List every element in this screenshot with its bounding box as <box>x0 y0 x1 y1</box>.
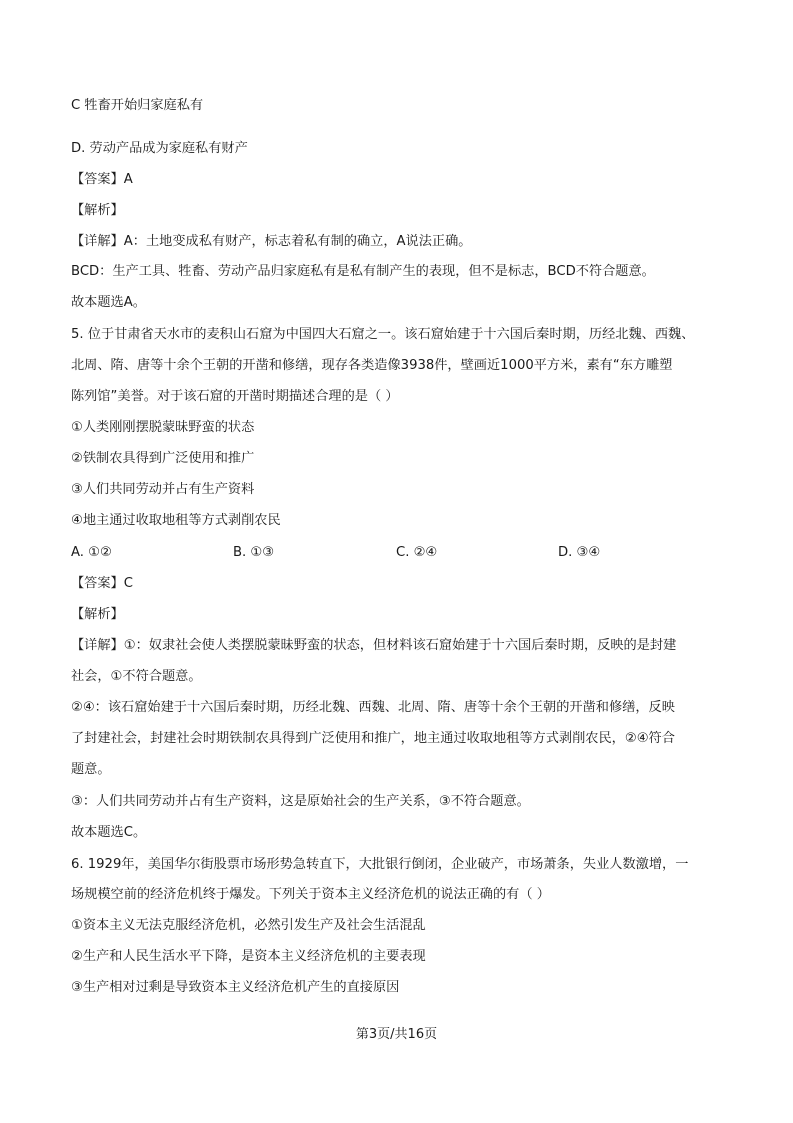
explanation-text: 社会，①不符合题意。 <box>71 669 202 684</box>
option-b: B. ①③ <box>233 545 275 560</box>
option-c: C. ②④ <box>396 545 438 560</box>
answer-label: 【答案】C <box>71 576 133 591</box>
question-6-stem: 6. 1929年，美国华尔街股票市场形势急转直下，大批银行倒闭，企业破产，市场萧条，失业人数激增，一 <box>71 857 689 872</box>
explanation-text: 【详解】①：奴隶社会使人类摆脱蒙昧野蛮的状态，但材料该石窟始建于十六国后秦时期，反映的是封建 <box>71 638 677 653</box>
statement-item: ④地主通过收取地租等方式剥削农民 <box>71 513 281 528</box>
option-d: D. ③④ <box>558 545 601 560</box>
answer-label: 【答案】A <box>71 172 133 187</box>
explanation-text: 【详解】A：土地变成私有财产，标志着私有制的确立，A说法正确。 <box>71 234 472 249</box>
question-5-stem: 北周、隋、唐等十余个王朝的开凿和修缮，现存各类造像3938件，壁画近1000平方米，素有“东方雕塑 <box>71 358 673 373</box>
statement-item: ③人们共同劳动并占有生产资料 <box>71 482 255 497</box>
explanation-text: 了封建社会，封建社会时期铁制农具得到广泛使用和推广，地主通过收取地租等方式剥削农民，②④符合 <box>71 731 675 746</box>
question-5-stem: 陈列馆”美誉。对于该石窟的开凿时期描述合理的是（ ） <box>71 389 399 404</box>
statement-item: ②铁制农具得到广泛使用和推广 <box>71 451 255 466</box>
statement-item: ③生产相对过剩是导致资本主义经济危机产生的直接原因 <box>71 980 400 995</box>
option-d-text: D. 劳动产品成为家庭私有财产 <box>71 141 248 156</box>
analysis-label: 【解析】 <box>71 203 124 218</box>
explanation-text: ③：人们共同劳动并占有生产资料，这是原始社会的生产关系，③不符合题意。 <box>71 794 530 809</box>
statement-item: ②生产和人民生活水平下降，是资本主义经济危机的主要表现 <box>71 949 426 964</box>
explanation-text: 题意。 <box>71 762 111 777</box>
question-5-options <box>71 543 726 563</box>
analysis-label: 【解析】 <box>71 607 124 622</box>
statement-item: ①资本主义无法克服经济危机，必然引发生产及社会生活混乱 <box>71 918 426 933</box>
explanation-text: ②④：该石窟始建于十六国后秦时期，历经北魏、西魏、北周、隋、唐等十余个王朝的开凿和修缮，反映 <box>71 700 675 715</box>
option-a: A. ①② <box>71 545 112 560</box>
question-6-stem: 场规模空前的经济危机终于爆发。下列关于资本主义经济危机的说法正确的有（ ） <box>71 887 550 902</box>
conclusion-text: 故本题选C。 <box>71 825 147 840</box>
page-number: 第3页/共16页 <box>355 1027 438 1042</box>
option-c-text: C 牲畜开始归家庭私有 <box>71 98 204 113</box>
explanation-text: BCD：生产工具、牲畜、劳动产品归家庭私有是私有制产生的表现，但不是标志，BCD不符合题意。 <box>71 264 655 279</box>
question-5-stem: 5. 位于甘肃省天水市的麦积山石窟为中国四大石窟之一。该石窟始建于十六国后秦时期，历经北魏、西魏、 <box>71 327 695 342</box>
statement-item: ①人类刚刚摆脱蒙昧野蛮的状态 <box>71 420 255 435</box>
conclusion-text: 故本题选A。 <box>71 295 146 310</box>
